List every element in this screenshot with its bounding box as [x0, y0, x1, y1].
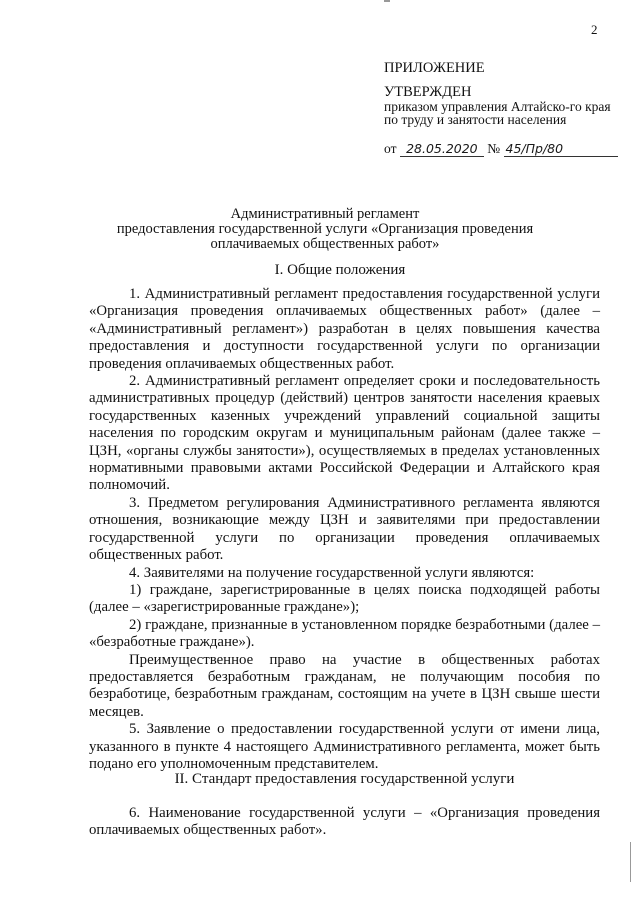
paragraph-4: 4. Заявителями на получение государственной услуги являются: — [129, 564, 535, 581]
paragraph-2: 2. Административный регламент определяет сроки и последовательность административных процедур (действий) центров занятости населения краевых государственных казенных учреждений управлений социальной защиты населения по городским округам и муниципальным районам (далее также – ЦЗН, «органы службы занятости»), осуществляемых в пределах установленных нормативными правовыми актами Российской Федерации и Алтайского края полномочий. — [89, 373, 600, 494]
from-label: от — [384, 141, 397, 156]
section-1-heading: I. Общие положения — [274, 262, 406, 278]
title-line-1: Административный регламент — [230, 206, 420, 222]
page-number: 2 — [591, 22, 598, 37]
section-1-body — [89, 286, 600, 773]
title-line-2: предоставления государственной услуги «Организация проведения — [116, 221, 534, 237]
handwritten-order-number: 45/Пр/80 — [504, 141, 618, 157]
paragraph-priority: Преимущественное право на участие в общественных работах предоставляется безработным гражданам, не получающим пособия по безработице, безработным гражданам, состоящим на учете в ЦЗН свыше шести месяцев. — [89, 651, 600, 720]
scan-mark-edge — [630, 842, 631, 882]
section-2-heading: II. Стандарт предоставления государственной услуги — [174, 771, 515, 787]
title-line-3: оплачиваемых общественных работ» — [210, 236, 440, 252]
paragraph-1: 1. Административный регламент предоставления государственной услуги «Организация проведения оплачиваемых общественных работ» (далее – «Административный регламент») разработан в целях повышения качества предоставления и доступности государственной услуги по организации проведения оплачиваемых общественных работ. — [89, 286, 600, 372]
paragraph-4-item-2: 2) граждане, признанные в установленном порядке безработными (далее – «безработные граждане»). — [89, 616, 600, 651]
appendix-heading: ПРИЛОЖЕНИЕ — [384, 60, 485, 76]
order-date-number-line — [384, 141, 618, 157]
paragraph-6: 6. Наименование государственной услуги – «Организация проведения оплачиваемых общественных работ». — [89, 805, 600, 839]
approved-heading: УТВЕРЖДЕН — [384, 84, 472, 100]
handwritten-date: 28.05.2020 — [400, 141, 484, 157]
order-text: приказом управления Алтайско-го края по труду и занятости населения — [384, 99, 611, 127]
paragraph-5: 5. Заявление о предоставлении государственной услуги от имени лица, указанного в пункте 4 настоящего Административного регламента, может быть подано его уполномоченным представителем. — [89, 721, 600, 772]
scan-mark-top — [384, 0, 390, 2]
paragraph-4-item-1: 1) граждане, зарегистрированные в целях поиска подходящей работы (далее – «зарегистрированные граждане»); — [89, 581, 600, 616]
number-label: № — [487, 141, 501, 156]
paragraph-3: 3. Предметом регулирования Административного регламента являются отношения, возникающие между ЦЗН и заявителями при предоставлении государственной услуги по организации проведения оплачиваемых общественных работ. — [89, 494, 600, 564]
section-2-body — [89, 805, 600, 840]
document-title — [90, 207, 560, 252]
